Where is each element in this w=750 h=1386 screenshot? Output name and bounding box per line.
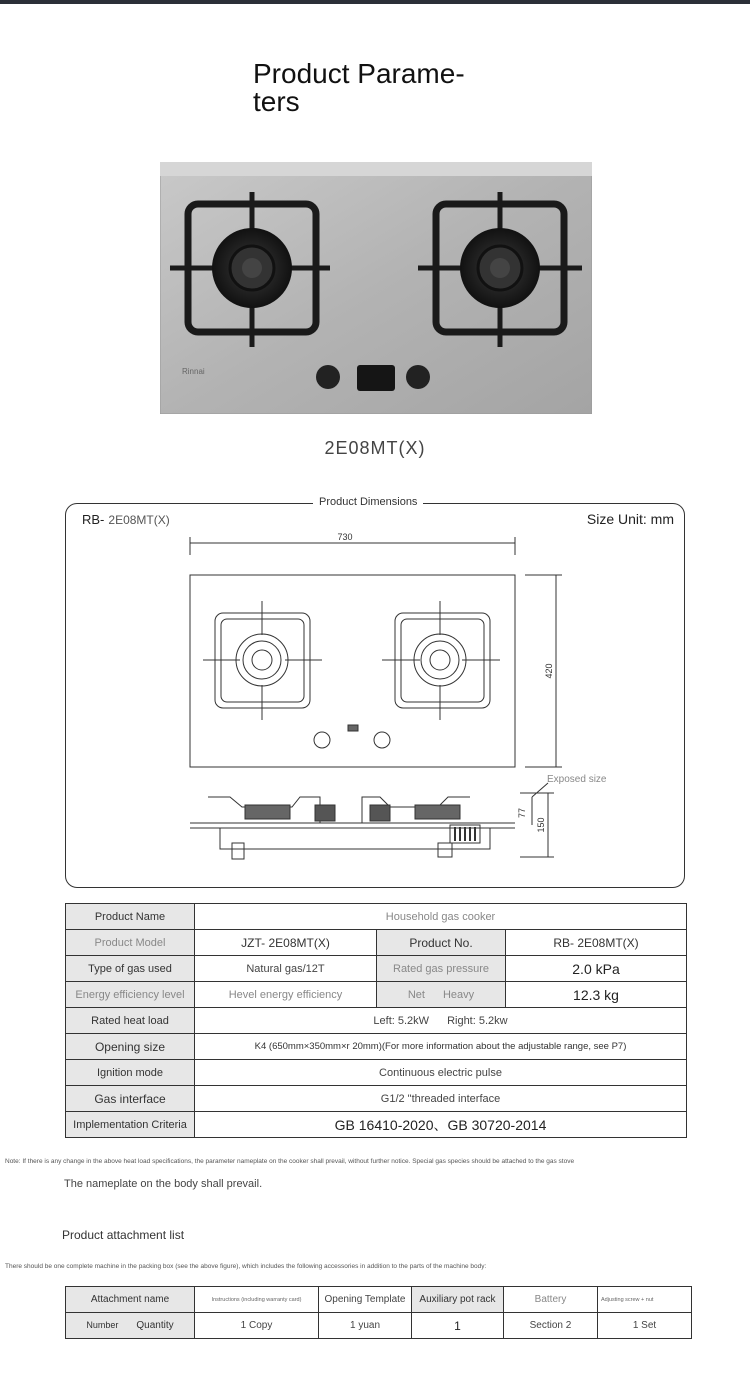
table-row <box>66 982 687 1008</box>
criteria-value: GB 16410-2020、GB 30720-2014 <box>195 1112 687 1138</box>
gas-type-label: Type of gas used <box>66 956 195 982</box>
total-height-dimension: 150 <box>536 817 546 833</box>
dimension-drawing <box>170 525 630 870</box>
attachment-col4-name: Battery <box>504 1287 598 1313</box>
attachment-note: There should be one complete machine in the packing box (see the above figure), which includes the following accessories in addition to the parts of the machine body: <box>5 1263 487 1270</box>
product-no-label: Product No. <box>377 930 506 956</box>
efficiency-value: Hevel energy efficiency <box>195 982 377 1008</box>
net-heavy-label: Net Heavy <box>377 982 506 1008</box>
brand-logo: Rinnai <box>182 367 205 376</box>
table-row <box>66 1034 687 1060</box>
exposed-height-dimension: 77 <box>517 807 527 819</box>
product-model-value: JZT- 2E08MT(X) <box>195 930 377 956</box>
note-line: Note: If there is any change in the above heat load specifications, the parameter nameplate on the cooker shall prevail, without further notice. Special gas species should be attached to the gas stove <box>5 1158 575 1165</box>
model-caption: 2E08MT(X) <box>324 438 426 458</box>
attachment-col3-name: Auxiliary pot rack <box>412 1287 504 1313</box>
product-name-value: Household gas cooker <box>195 904 687 930</box>
table-row <box>66 1008 687 1034</box>
attachment-col2-qty: 1 yuan <box>319 1313 412 1339</box>
width-dimension: 730 <box>337 532 353 542</box>
opening-label: Opening size <box>66 1034 195 1060</box>
right-knob <box>406 365 430 389</box>
rated-pressure-label: Rated gas pressure <box>377 956 506 982</box>
ignition-value: Continuous electric pulse <box>195 1060 687 1086</box>
attachment-title: Product attachment list <box>62 1228 185 1242</box>
top-bar <box>0 0 750 4</box>
table-row <box>66 930 687 956</box>
number-quantity-label: Number Quantity <box>66 1313 195 1339</box>
opening-value: K4 (650mm×350mm×r 20mm)(For more information about the adjustable range, see P7) <box>195 1034 687 1060</box>
attachment-table <box>65 1286 692 1339</box>
rb-model-label: RB- 2E08MT(X) <box>82 512 170 527</box>
attachment-name-label: Attachment name <box>66 1287 195 1313</box>
attachment-col4-qty: Section 2 <box>504 1313 598 1339</box>
attachment-col1-name: Instructions (including warranty card) <box>195 1287 319 1313</box>
left-knob <box>316 365 340 389</box>
dimensions-heading: Product Dimensions <box>313 496 423 508</box>
attachment-col3-qty: 1 <box>412 1313 504 1339</box>
gas-interface-value: G1/2 "threaded interface <box>195 1086 687 1112</box>
gas-type-value: Natural gas/12T <box>195 956 377 982</box>
table-row <box>66 1287 692 1313</box>
size-unit: Size Unit: mm <box>586 511 674 527</box>
table-row <box>66 1112 687 1138</box>
nameplate-line: The nameplate on the body shall prevail. <box>64 1178 263 1190</box>
product-model-label: Product Model <box>66 930 195 956</box>
table-row <box>66 956 687 982</box>
table-row <box>66 1313 692 1339</box>
rated-pressure-value: 2.0 kPa <box>506 956 687 982</box>
ignition-label: Ignition mode <box>66 1060 195 1086</box>
exposed-size-label: Exposed size <box>547 774 607 785</box>
efficiency-label: Energy efficiency level <box>66 982 195 1008</box>
attachment-col1-qty: 1 Copy <box>195 1313 319 1339</box>
page-title: Product Parame- ters <box>253 58 465 117</box>
table-row <box>66 904 687 930</box>
heat-load-value: Left: 5.2kW Right: 5.2kw <box>195 1008 687 1034</box>
product-no-value: RB- 2E08MT(X) <box>506 930 687 956</box>
product-name-label: Product Name <box>66 904 195 930</box>
weight-value: 12.3 kg <box>506 982 687 1008</box>
spec-table <box>65 903 687 1138</box>
heat-load-label: Rated heat load <box>66 1008 195 1034</box>
attachment-col5-qty: 1 Set <box>598 1313 692 1339</box>
display-panel <box>357 365 395 391</box>
table-row <box>66 1060 687 1086</box>
attachment-col2-name: Opening Template <box>319 1287 412 1313</box>
table-row <box>66 1086 687 1112</box>
attachment-col5-name: Adjusting screw + nut <box>598 1287 692 1313</box>
criteria-label: Implementation Criteria <box>66 1112 195 1138</box>
gas-interface-label: Gas interface <box>66 1086 195 1112</box>
product-photo <box>160 162 592 414</box>
depth-dimension: 420 <box>544 663 554 679</box>
